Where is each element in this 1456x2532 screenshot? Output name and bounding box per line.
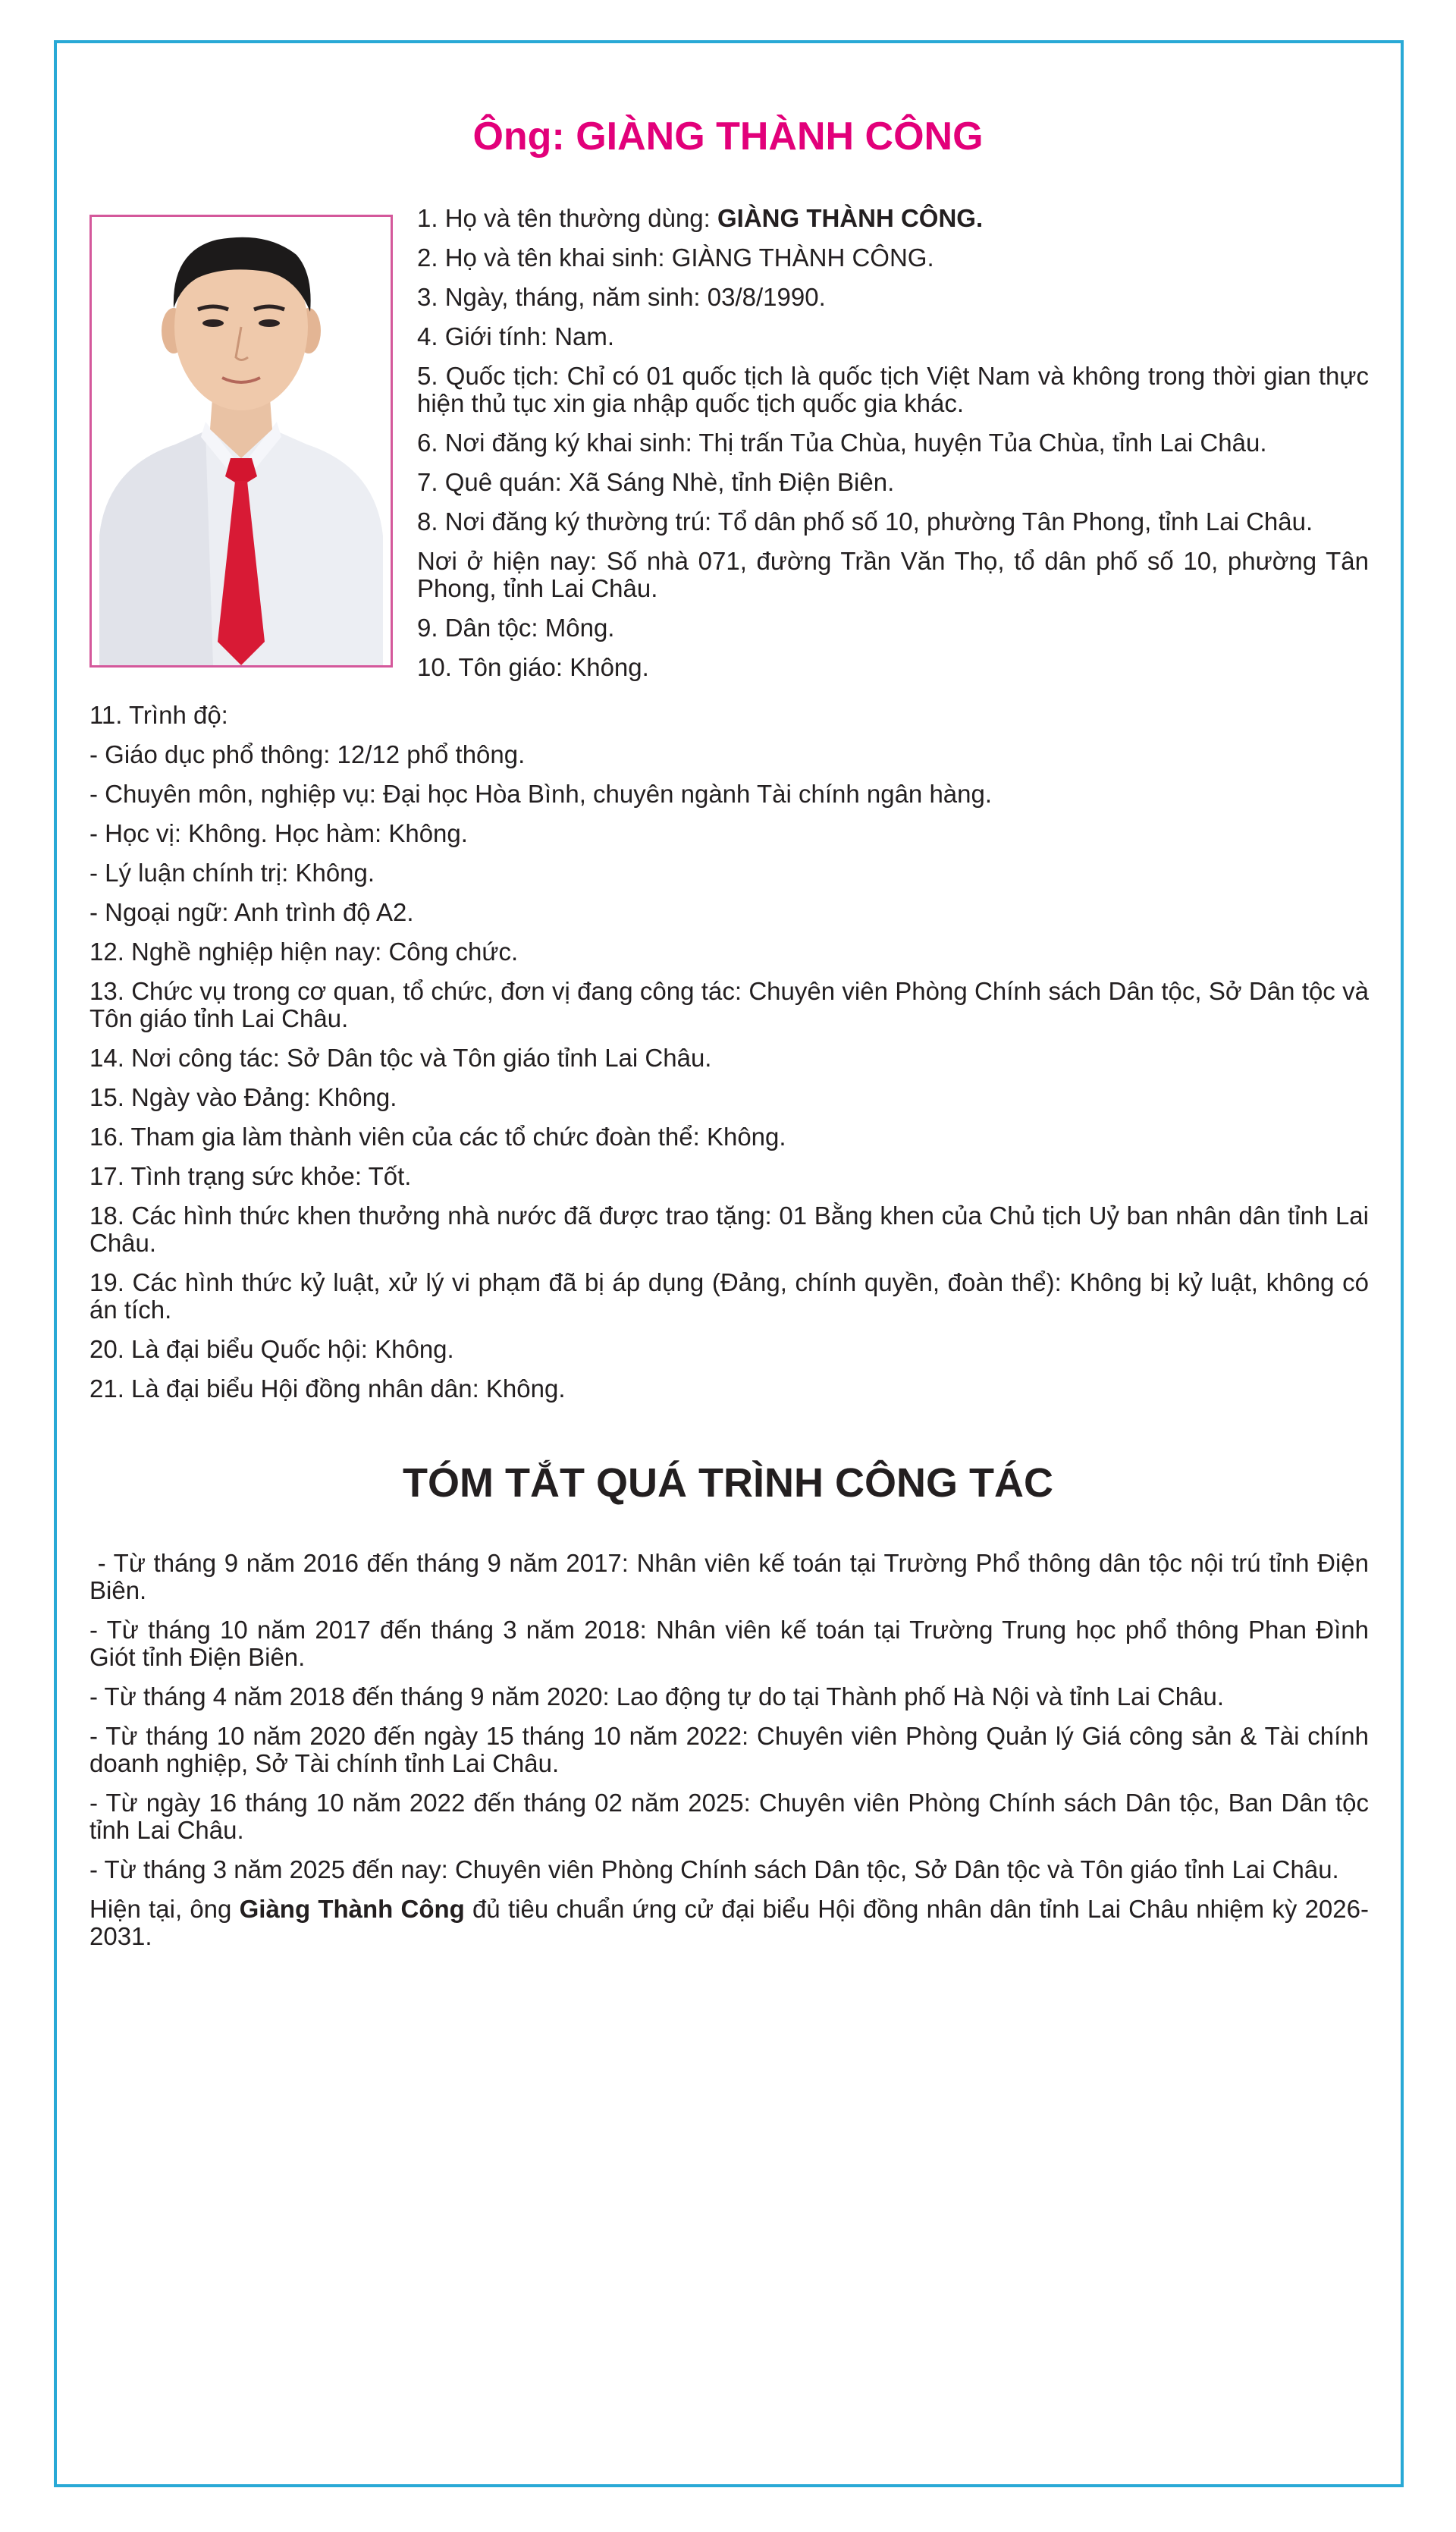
- career-conclusion-name: Giàng Thành Công: [239, 1895, 465, 1923]
- info-line-4: 4. Giới tính: Nam.: [417, 322, 615, 350]
- info-line-11d: - Lý luận chính trị: Không.: [89, 859, 375, 887]
- info-line-17: 17. Tình trạng sức khỏe: Tốt.: [89, 1162, 412, 1190]
- info-line-1: [417, 205, 1369, 232]
- info-line-2: 2. Họ và tên khai sinh: GIÀNG THÀNH CÔNG.: [417, 243, 934, 272]
- info-line-10: 10. Tôn giáo: Không.: [417, 653, 649, 681]
- career-section-title: TÓM TẮT QUÁ TRÌNH CÔNG TÁC: [403, 1460, 1053, 1506]
- info-line-3: 3. Ngày, tháng, năm sinh: 03/8/1990.: [417, 283, 826, 311]
- info-line-21: 21. Là đại biểu Hội đồng nhân dân: Không.: [89, 1374, 566, 1403]
- info-line-11b: - Chuyên môn, nghiệp vụ: Đại học Hòa Bình, chuyên ngành Tài chính ngân hàng.: [89, 780, 993, 808]
- career-conclusion-prefix: Hiện tại, ông: [89, 1895, 240, 1923]
- career-item-1: - Từ tháng 9 năm 2016 đến tháng 9 năm 2017: Nhân viên kế toán tại Trường Phổ thông dân tộc nội trú tỉnh Điện Biên.: [89, 1549, 1376, 1604]
- info-line-7: 7. Quê quán: Xã Sáng Nhè, tỉnh Điện Biên.: [417, 468, 895, 496]
- info-line-15: 15. Ngày vào Đảng: Không.: [89, 1083, 397, 1111]
- portrait-photo: [89, 215, 393, 668]
- portrait-illustration: [92, 217, 391, 665]
- info-line-14: 14. Nơi công tác: Sở Dân tộc và Tôn giáo tỉnh Lai Châu.: [89, 1044, 712, 1072]
- info-line-8: 8. Nơi đăng ký thường trú: Tổ dân phố số 10, phường Tân Phong, tỉnh Lai Châu.: [417, 507, 1313, 536]
- page-title: Ông: GIÀNG THÀNH CÔNG: [472, 115, 984, 159]
- career-conclusion: [89, 1896, 1369, 1950]
- info-line-16: 16. Tham gia làm thành viên của các tổ chức đoàn thể: Không.: [89, 1123, 786, 1151]
- career-summary: [89, 1549, 1376, 1962]
- info-line-6: 6. Nơi đăng ký khai sinh: Thị trấn Tủa Chùa, huyện Tủa Chùa, tỉnh Lai Châu.: [417, 429, 1267, 457]
- info-line-13: 13. Chức vụ trong cơ quan, tổ chức, đơn vị đang công tác: Chuyên viên Phòng Chính sách Dân tộc, Sở Dân tộc và Tôn giáo tỉnh Lai Châu.: [89, 977, 1369, 1032]
- info-line-19: 19. Các hình thức kỷ luật, xử lý vi phạm đã bị áp dụng (Đảng, chính quyền, đoàn thể): Không bị kỷ luật, không có án tích.: [89, 1268, 1369, 1324]
- career-item-5: - Từ ngày 16 tháng 10 năm 2022 đến tháng 02 năm 2025: Chuyên viên Phòng Chính sách Dân tộc, Ban Dân tộc tỉnh Lai Châu.: [89, 1789, 1369, 1844]
- info-line-18: 18. Các hình thức khen thưởng nhà nước đã được trao tặng: 01 Bằng khen của Chủ tịch Uỷ ban nhân dân tỉnh Lai Châu.: [89, 1202, 1369, 1257]
- info-line-12: 12. Nghề nghiệp hiện nay: Công chức.: [89, 938, 519, 966]
- career-item-3: - Từ tháng 4 năm 2018 đến tháng 9 năm 2020: Lao động tự do tại Thành phố Hà Nội và tỉnh Lai Châu.: [89, 1682, 1225, 1711]
- career-item-2: - Từ tháng 10 năm 2017 đến tháng 3 năm 2018: Nhân viên kế toán tại Trường Trung học phổ thông Phan Đình Giót tỉnh Điện Biên.: [89, 1616, 1369, 1671]
- personal-info-top: [417, 205, 1369, 693]
- info-line-11: 11. Trình độ:: [89, 701, 228, 729]
- career-item-6: - Từ tháng 3 năm 2025 đến nay: Chuyên viên Phòng Chính sách Dân tộc, Sở Dân tộc và Tôn giáo tỉnh Lai Châu.: [89, 1855, 1339, 1883]
- info-line-5: 5. Quốc tịch: Chỉ có 01 quốc tịch là quốc tịch Việt Nam và không trong thời gian thực hiện thủ tục xin gia nhập quốc tịch quốc gia khác.: [417, 362, 1369, 417]
- info-line-9: 9. Dân tộc: Mông.: [417, 614, 615, 642]
- info-line-1-value: GIÀNG THÀNH CÔNG.: [717, 204, 984, 232]
- info-line-current-address: Nơi ở hiện nay: Số nhà 071, đường Trần Văn Thọ, tổ dân phố số 10, phường Tân Phong, tỉnh Lai Châu.: [417, 547, 1369, 602]
- info-line-20: 20. Là đại biểu Quốc hội: Không.: [89, 1335, 454, 1363]
- info-line-11c: - Học vị: Không. Học hàm: Không.: [89, 819, 468, 847]
- personal-info-full: [89, 702, 1369, 1415]
- career-conclusion-suffix: đủ tiêu chuẩn ứng cử đại biểu Hội đồng nhân dân tỉnh Lai Châu nhiệm kỳ 2026-2031.: [89, 1895, 1369, 1950]
- career-item-4: - Từ tháng 10 năm 2020 đến ngày 15 tháng 10 năm 2022: Chuyên viên Phòng Quản lý Giá công sản & Tài chính doanh nghiệp, Sở Tài chính tỉnh Lai Châu.: [89, 1722, 1369, 1777]
- info-line-11e: - Ngoại ngữ: Anh trình độ A2.: [89, 898, 414, 926]
- info-line-11a: - Giáo dục phổ thông: 12/12 phổ thông.: [89, 740, 526, 768]
- info-line-1-label: 1. Họ và tên thường dùng:: [417, 204, 717, 232]
